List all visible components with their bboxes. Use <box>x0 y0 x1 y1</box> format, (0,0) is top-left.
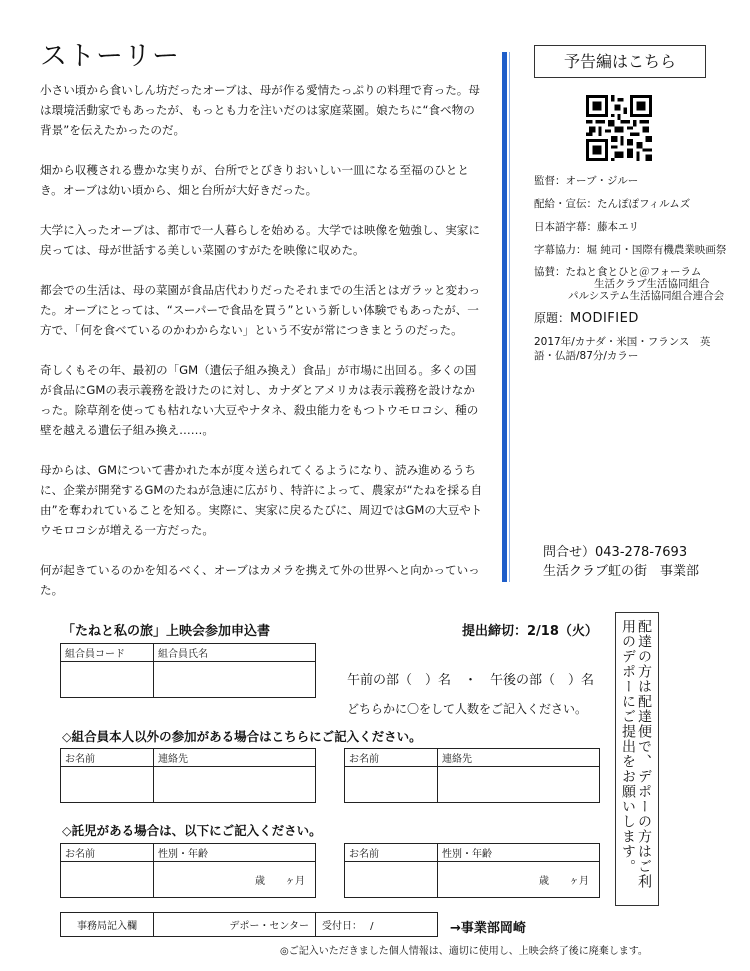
name-header: お名前 <box>345 844 438 862</box>
others-heading: ◇組合員本人以外の参加がある場合はこちらにご記入ください。 <box>62 729 422 744</box>
gender-age-header: 性別・年齢 <box>438 844 600 862</box>
member-name-header: 組合員氏名 <box>154 644 316 662</box>
story-paragraph: 何が起きているのかを知るべく、オーブはカメラを携えて外の世界へと向かっていった。 <box>40 563 480 597</box>
to-office: →事業部岡崎 <box>450 921 526 936</box>
sponsor-1: 協賛：たねと食とひと＠フォーラム <box>534 266 702 278</box>
story-paragraph: 都会での生活は、母の菜園が食品店代わりだったそれまでの生活とはガラッと変わった。オーブにとっては、“スーパーで食品を買う”という新しい体験でもあったが、一方で、「何を食べているのかわからない」という不安が常につきまとうのだった。 <box>40 283 481 337</box>
member-name-field[interactable] <box>154 662 316 698</box>
others-table-right <box>344 748 600 803</box>
film-info-line-1: 2017年/カナダ・米国・フランス 英 <box>534 336 711 348</box>
story-paragraph: 小さい頃から食いしん坊だったオーブは、母が作る愛情たっぷりの料理で育った。母は環境活動家でもあったが、もっとも力を注いだのは家庭菜園。娘たちに“食べ物の背景”を伝えたかったのだ。 <box>40 83 480 137</box>
japanese-subtitles: 日本語字幕：藤本エリ <box>534 221 639 233</box>
other-contact-field[interactable] <box>154 767 316 803</box>
story-paragraph: 奇しくもその年、最初の「GM（遺伝子組み換え）食品」が市場に出回る。多くの国が食品にGMの表示義務を設けたのに対し、カナダとアメリカは表示義務を設けなかった。除草剤を使っても枯れない大豆やナタネ、殺虫能力をもつトウモロコシ、種の壁を越える遺伝子組み換え……。 <box>40 363 479 437</box>
other-name-field[interactable] <box>61 767 154 803</box>
director: 監督：オーブ・ジルー <box>534 175 639 187</box>
name-header: お名前 <box>61 749 154 767</box>
trailer-link-box[interactable]: 予告編はこちら <box>534 45 706 78</box>
other-contact-field[interactable] <box>438 767 600 803</box>
name-header: お名前 <box>61 844 154 862</box>
child-age-field[interactable] <box>154 862 316 898</box>
deadline: 提出締切：2/18（火） <box>462 624 598 639</box>
contact-header: 連絡先 <box>154 749 316 767</box>
sponsor-3: パルシステム生活協同組合連合会 <box>568 290 725 302</box>
session-count: 午前の部（ ）名 ・ 午後の部（ ）名 <box>347 673 595 688</box>
sponsors <box>534 266 744 302</box>
contact-header: 連絡先 <box>438 749 600 767</box>
member-table <box>60 643 316 698</box>
story-paragraph: 大学に入ったオーブは、都市で一人暮らしを始める。大学では映像を勉強し、実家に戻っては、母が世話する美しい菜園のすがたを映像に収めた。 <box>40 223 480 257</box>
original-title-value: MODIFIED <box>570 311 639 326</box>
subtitle-support: 字幕協力：堀 純司・国際有機農業映画祭 <box>534 244 727 256</box>
original-title-label: 原題： <box>534 311 571 325</box>
credits <box>534 174 744 372</box>
story-title: ストーリー <box>40 41 180 72</box>
childcare-heading: ◇託児がある場合は、以下にご記入ください。 <box>62 823 322 838</box>
childcare-table-right <box>344 843 600 898</box>
qr-code-icon[interactable] <box>586 95 652 161</box>
vertical-divider-thin <box>509 52 510 582</box>
film-info-line-2: 語・仏語/87分/カラー <box>534 350 639 362</box>
vertical-divider <box>502 52 507 582</box>
contact-org: 生活クラブ虹の街 事業部 <box>543 564 700 579</box>
other-name-field[interactable] <box>345 767 438 803</box>
office-label: 事務局記入欄 <box>61 913 154 937</box>
session-note: どちらかに〇をして人数をご記入ください。 <box>347 702 588 716</box>
contact-info <box>543 543 699 581</box>
age-unit: 歳 ヶ月 <box>539 876 589 887</box>
child-age-field[interactable] <box>438 862 600 898</box>
story-text <box>40 80 485 620</box>
childcare-table-left <box>60 843 316 898</box>
original-title <box>534 311 744 326</box>
member-code-field[interactable] <box>61 662 154 698</box>
child-name-field[interactable] <box>61 862 154 898</box>
story-paragraph: 母からは、GMについて書かれた本が度々送られてくるようになり、読み進めるうちに、企業が開発するGMのたねが急速に広がり、特許によって、農家が“たねを採る自由”を奪われていることを知る。実際に、実家に戻るたびに、周辺ではGMの大豆やトウモロコシが増える一方だった。 <box>40 463 483 537</box>
age-unit: 歳 ヶ月 <box>255 876 305 887</box>
story-paragraph: 畑から収穫される豊かな実りが、台所でとびきりおいしい一皿になる至福のひととき。オーブは幼い頃から、畑と台所が大好きだった。 <box>40 163 469 197</box>
sponsor-2: 生活クラブ生活協同組合 <box>594 278 710 290</box>
privacy-note: ◎ご記入いただきました個人情報は、適切に使用し、上映会終了後に廃棄します。 <box>280 946 648 957</box>
gender-age-header: 性別・年齢 <box>154 844 316 862</box>
child-name-field[interactable] <box>345 862 438 898</box>
received-date[interactable]: 受付日： / <box>316 913 438 937</box>
distribution: 配給・宣伝：たんぽぽフィルムズ <box>534 198 691 210</box>
name-header: お名前 <box>345 749 438 767</box>
others-table-left <box>60 748 316 803</box>
film-info <box>534 335 744 363</box>
delivery-note: 配達の方は配達便で、デポーの方はご利用のデポーにご提出をお願いします。 <box>615 612 659 906</box>
member-code-header: 組合員コード <box>61 644 154 662</box>
office-use-row <box>60 912 438 937</box>
form-title: 「たねと私の旅」上映会参加申込書 <box>62 624 271 639</box>
contact-phone: 問合せ）043-278-7693 <box>543 545 688 560</box>
depot-center: デポー・センター <box>154 913 316 937</box>
